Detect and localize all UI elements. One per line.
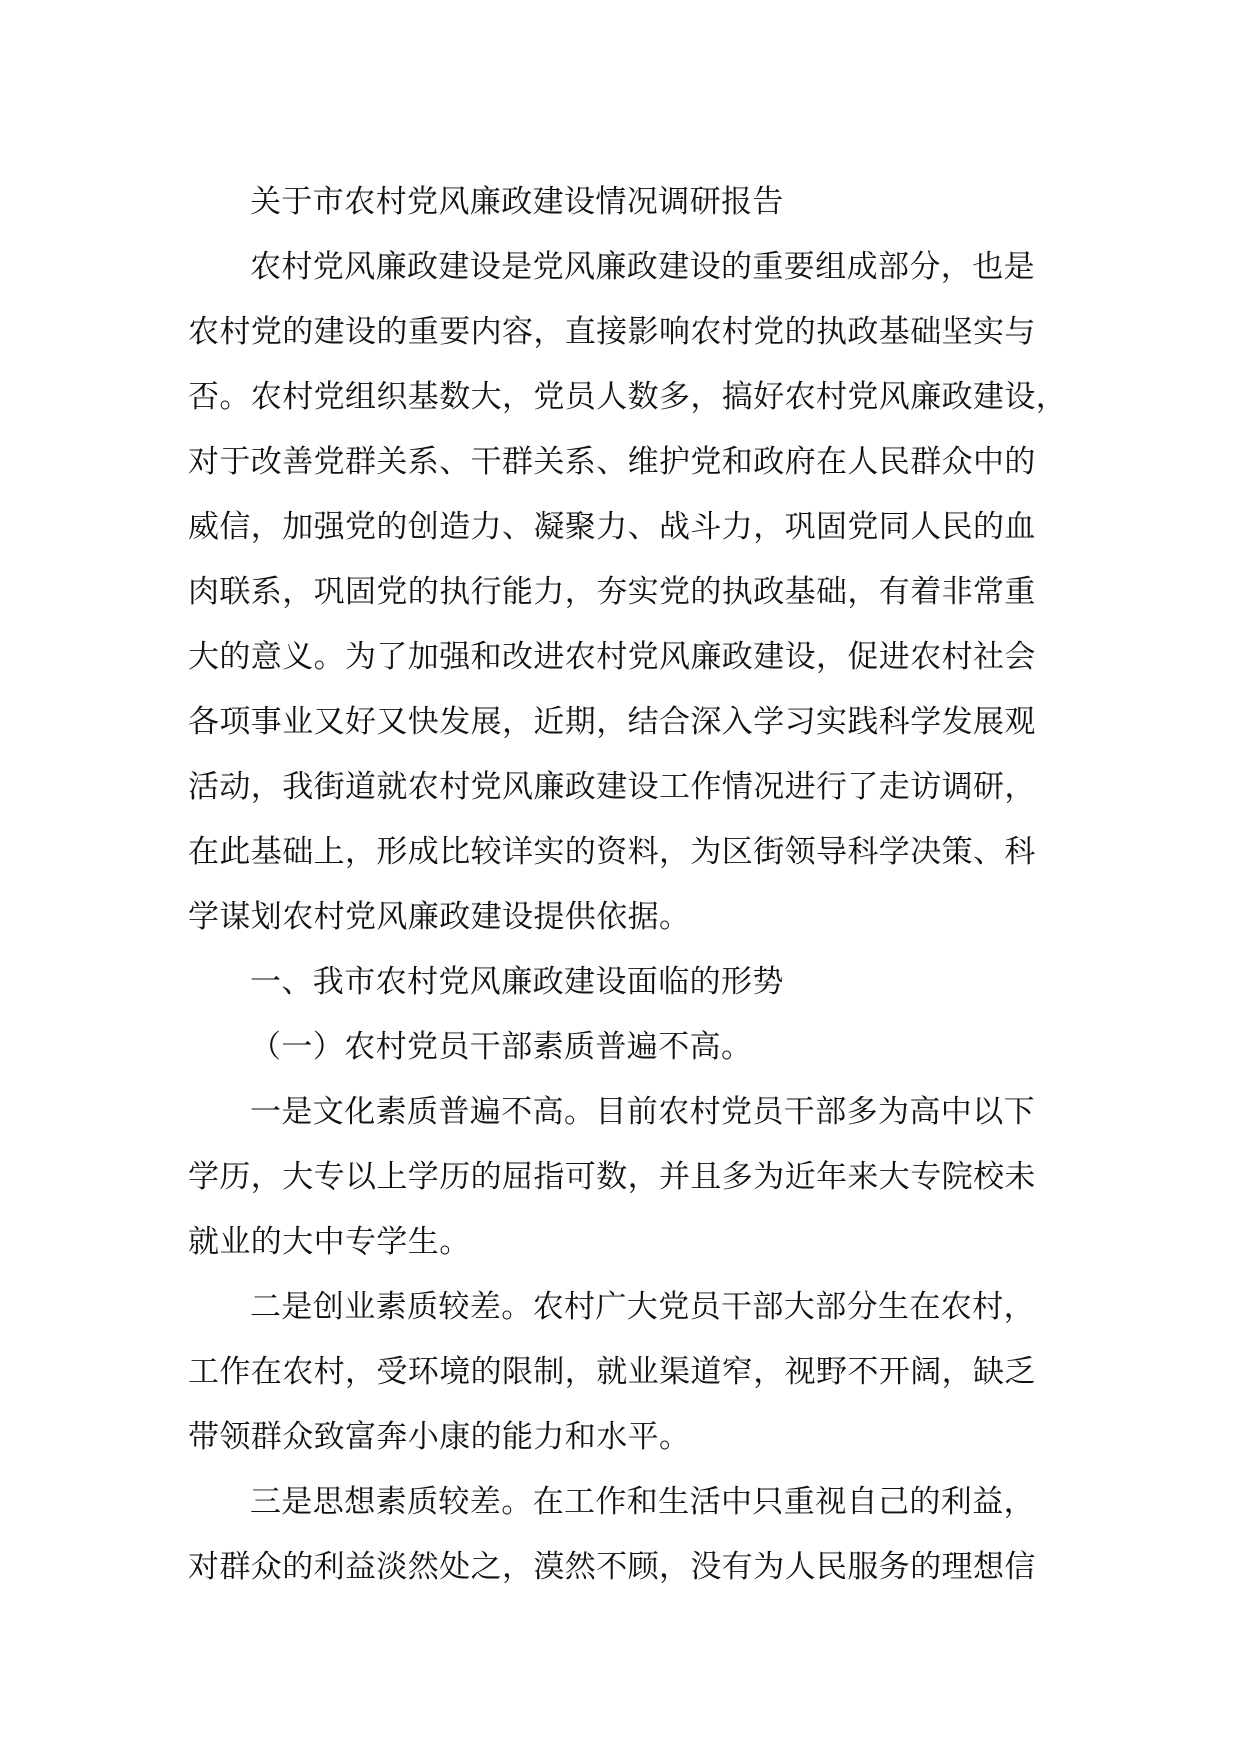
paragraph-line: 学历，大专以上学历的屈指可数，并且多为近年来大专院校未 bbox=[188, 1159, 1036, 1195]
paragraph-line: 在此基础上，形成比较详实的资料，为区街领导科学决策、科 bbox=[188, 834, 1036, 870]
paragraph-line: 农村党的建设的重要内容，直接影响农村党的执政基础坚实与 bbox=[188, 314, 1036, 350]
point-two-paragraph bbox=[188, 1275, 1068, 1470]
paragraph-line: 大的意义。为了加强和改进农村党风廉政建设，促进农村社会 bbox=[188, 639, 1036, 675]
document-title: 关于市农村党风廉政建设情况调研报告 bbox=[250, 184, 784, 220]
paragraph-line: 学谋划农村党风廉政建设提供依据。 bbox=[188, 899, 691, 935]
paragraph-line: 各项事业又好又快发展，近期，结合深入学习实践科学发展观 bbox=[188, 704, 1036, 740]
paragraph-line: 活动，我街道就农村党风廉政建设工作情况进行了走访调研， bbox=[188, 769, 1036, 805]
paragraph-line: 工作在农村，受环境的限制，就业渠道窄，视野不开阔，缺乏 bbox=[188, 1354, 1036, 1390]
document-body bbox=[188, 170, 1068, 1600]
paragraph-line: 一是文化素质普遍不高。目前农村党员干部多为高中以下 bbox=[250, 1094, 1035, 1130]
paragraph-line: 农村党风廉政建设是党风廉政建设的重要组成部分，也是 bbox=[250, 249, 1035, 285]
paragraph-line: 威信，加强党的创造力、凝聚力、战斗力，巩固党同人民的血 bbox=[188, 509, 1036, 545]
section-heading: 一、我市农村党风廉政建设面临的形势 bbox=[250, 964, 784, 1000]
paragraph-line: 三是思想素质较差。在工作和生活中只重视自己的利益， bbox=[250, 1484, 1035, 1520]
paragraph-line: 对于改善党群关系、干群关系、维护党和政府在人民群众中的 bbox=[188, 444, 1036, 480]
point-three-paragraph bbox=[188, 1470, 1068, 1600]
paragraph-line: 对群众的利益淡然处之，漠然不顾，没有为人民服务的理想信 bbox=[188, 1549, 1036, 1585]
paragraph-line: 否。农村党组织基数大，党员人数多，搞好农村党风廉政建设， bbox=[188, 379, 1068, 415]
paragraph-line: 肉联系，巩固党的执行能力，夯实党的执政基础，有着非常重 bbox=[188, 574, 1036, 610]
intro-paragraph bbox=[188, 235, 1068, 950]
paragraph-line: 就业的大中专学生。 bbox=[188, 1224, 471, 1260]
paragraph-line: 带领群众致富奔小康的能力和水平。 bbox=[188, 1419, 691, 1455]
point-one-paragraph bbox=[188, 1080, 1068, 1275]
paragraph-line: 二是创业素质较差。农村广大党员干部大部分生在农村， bbox=[250, 1289, 1035, 1325]
subsection-heading: （一）农村党员干部素质普遍不高。 bbox=[250, 1029, 753, 1065]
